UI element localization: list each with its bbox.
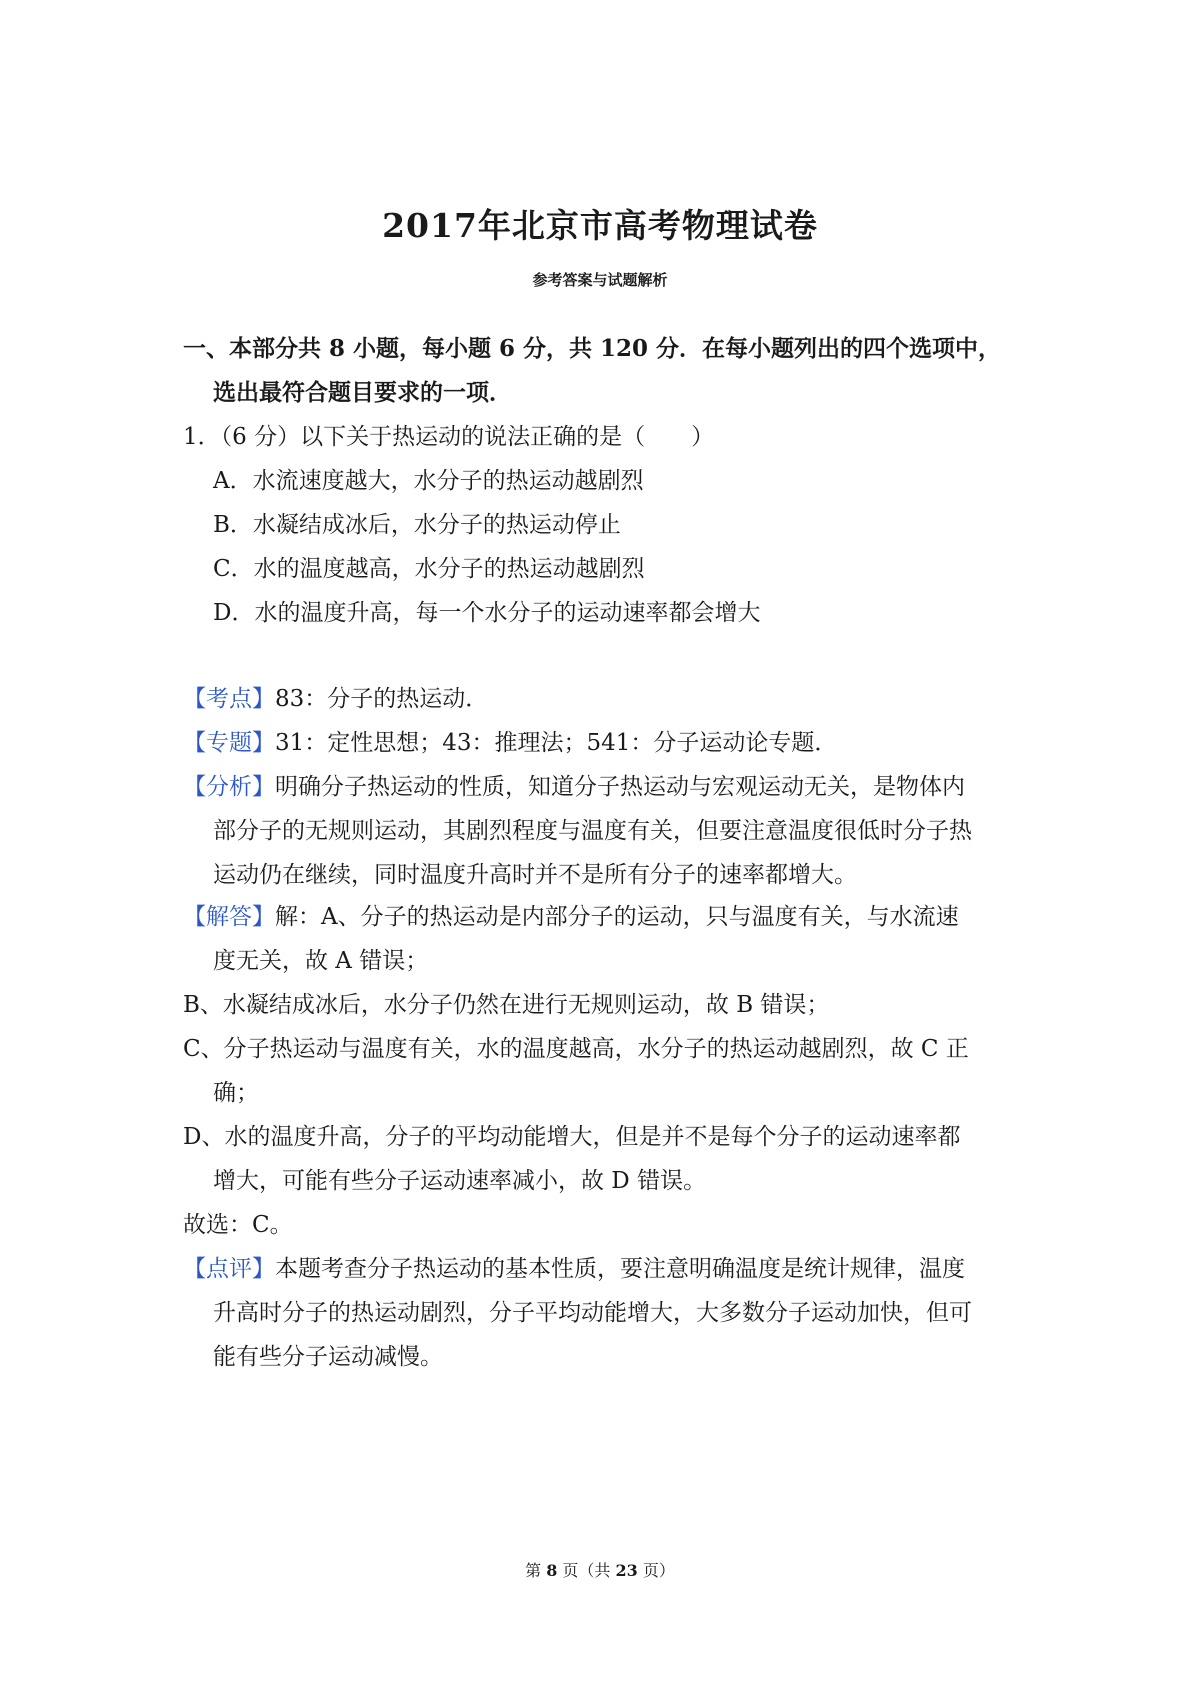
footer-page-number: 8 [546, 1561, 558, 1580]
zhuanti-text: 31：定性思想；43：推理法；541：分子运动论专题． [275, 730, 838, 756]
question-stem: 1．（6 分）以下关于热运动的说法正确的是（ ） [183, 424, 715, 450]
kaodian-row [183, 680, 488, 713]
section-heading-line-2: 选出最符合题目要求的一项． [213, 379, 512, 406]
option-a: A．水流速度越大，水分子的热运动越剧烈 [213, 468, 644, 494]
fenxi-line-3: 运动仍在继续，同时温度升高时并不是所有分子的速率都增大。 [213, 862, 857, 888]
jieda-line-4: C、分子热运动与温度有关，水的温度越高，水分子的热运动越剧烈，故 C 正 [183, 1036, 969, 1062]
dianping-line-1: 本题考查分子热运动的基本性质，要注意明确温度是统计规律，温度 [275, 1256, 965, 1282]
jieda-line-6: D、水的温度升高，分子的平均动能增大，但是并不是每个分子的运动速率都 [183, 1124, 961, 1150]
zhuanti-tag: 【专题】 [183, 730, 275, 756]
kaodian-tag: 【考点】 [183, 686, 275, 712]
dianping-row [183, 1250, 965, 1283]
fenxi-row [183, 768, 965, 801]
option-b: B．水凝结成冰后，水分子的热运动停止 [213, 512, 621, 538]
fenxi-tag: 【分析】 [183, 774, 275, 800]
jieda-line-1: 解：A、分子的热运动是内部分子的运动，只与温度有关，与水流速 [275, 904, 959, 930]
zhuanti-row [183, 724, 837, 757]
jieda-line-7: 增大，可能有些分子运动速率减小，故 D 错误。 [213, 1168, 707, 1194]
kaodian-text: 83：分子的热运动． [275, 686, 489, 712]
section-heading-line-1: 一、本部分共 8 小题，每小题 6 分，共 120 分．在每小题列出的四个选项中， [183, 335, 1002, 362]
jieda-row [183, 898, 959, 931]
page-footer [0, 1558, 1200, 1581]
option-c: C．水的温度越高，水分子的热运动越剧烈 [213, 556, 645, 582]
jieda-line-3: B、水凝结成冰后，水分子仍然在进行无规则运动，故 B 错误； [183, 992, 830, 1018]
dianping-line-2: 升高时分子的热运动剧烈，分子平均动能增大，大多数分子运动加快，但可 [213, 1300, 972, 1326]
dianping-tag: 【点评】 [183, 1256, 275, 1282]
fenxi-line-2: 部分子的无规则运动，其剧烈程度与温度有关，但要注意温度很低时分子热 [213, 818, 972, 844]
option-d: D．水的温度升高，每一个水分子的运动速率都会增大 [213, 600, 761, 626]
jieda-line-5: 确； [213, 1080, 259, 1106]
page-subtitle: 参考答案与试题解析 [532, 271, 668, 289]
fenxi-line-1: 明确分子热运动的性质，知道分子热运动与宏观运动无关，是物体内 [275, 774, 965, 800]
footer-suffix: 页） [642, 1561, 675, 1580]
jieda-answer: 故选：C。 [183, 1212, 293, 1238]
jieda-line-2: 度无关，故 A 错误； [213, 948, 429, 974]
jieda-tag: 【解答】 [183, 904, 275, 930]
page-title: 2017年北京市高考物理试卷 [382, 206, 818, 245]
footer-middle: 页（共 [562, 1561, 611, 1580]
footer-prefix: 第 [525, 1561, 542, 1580]
dianping-line-3: 能有些分子运动减慢。 [213, 1344, 443, 1370]
footer-total-pages: 23 [615, 1561, 638, 1580]
